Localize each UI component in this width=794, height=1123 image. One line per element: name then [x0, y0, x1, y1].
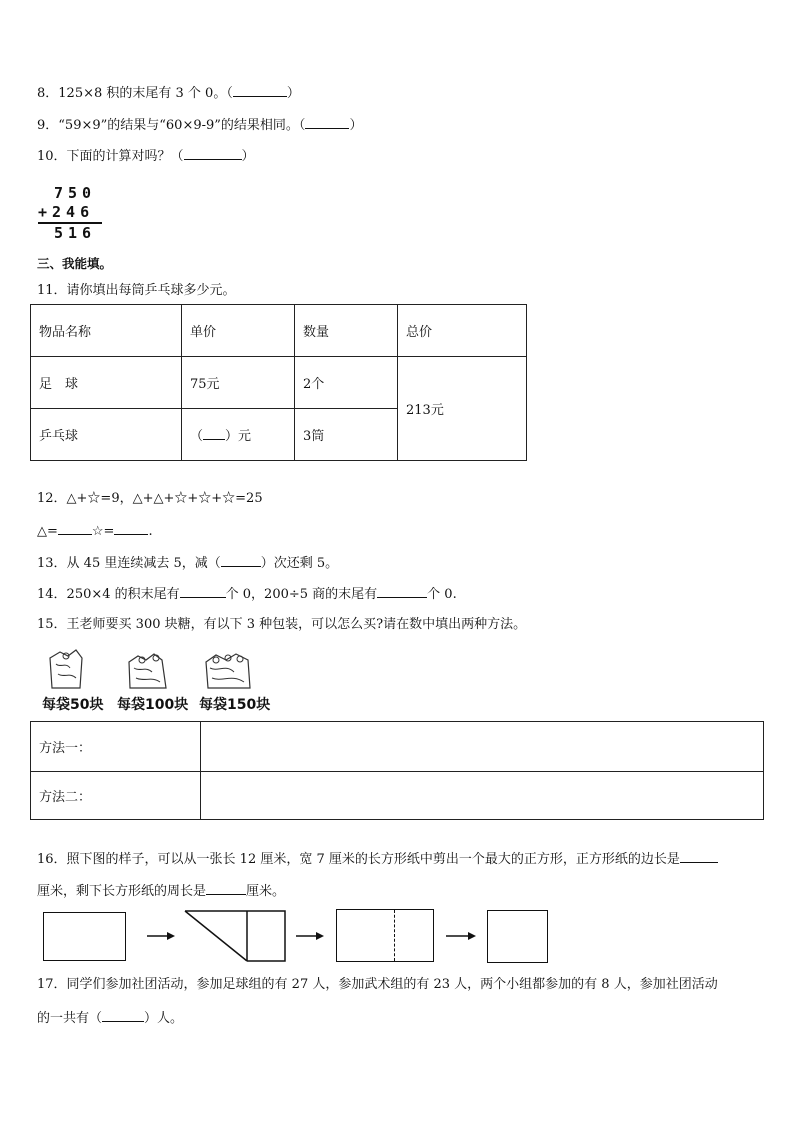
answer-blank[interactable] [680, 850, 718, 863]
calc-row-3: 516 [38, 222, 102, 243]
question-10: 10．下面的计算对吗？（ ） [37, 149, 255, 164]
answer-blank[interactable] [102, 1009, 144, 1022]
question-12-answers: △= ☆= . [37, 524, 153, 539]
answer-blank[interactable] [114, 522, 148, 535]
question-12: 12．△+☆=9，△+△+☆+☆+☆=25 [37, 491, 263, 506]
table-header: 单价 [182, 305, 295, 357]
method-answer-cell[interactable] [201, 722, 764, 772]
table-cell: 3筒 [295, 409, 398, 461]
candy-bag-icon [204, 650, 252, 692]
arrow-right-icon [294, 928, 326, 944]
question-17: 17．同学们参加社团活动，参加足球组的有 27 人，参加武术组的有 23 人，两个小组都参加的有 8 人，参加社团活动 [37, 977, 718, 992]
table-header-row [31, 305, 527, 357]
answer-blank[interactable] [58, 522, 92, 535]
table-row [31, 357, 527, 409]
bag-label: 每袋150块 [199, 697, 271, 713]
table-header: 数量 [295, 305, 398, 357]
method-answer-cell[interactable] [201, 772, 764, 820]
methods-table [30, 721, 764, 820]
answer-blank[interactable] [203, 427, 225, 440]
table-cell: 75元 [182, 357, 295, 409]
section-heading: 三、我能填。 [37, 256, 113, 271]
question-13: 13．从 45 里连续减去 5，减（ ）次还剩 5。 [37, 556, 339, 571]
calc-row-2: +246 [38, 203, 95, 221]
vertical-calculation [38, 184, 102, 243]
table-row [31, 772, 764, 820]
question-16: 16．照下图的样子，可以从一张长 12 厘米，宽 7 厘米的长方形纸中剪出一个最大的正方形，正方形纸的边长是 [37, 850, 718, 868]
answer-blank[interactable] [206, 882, 246, 895]
arrow-right-icon [145, 928, 177, 944]
table-header: 总价 [398, 305, 527, 357]
bag-label: 每袋100块 [117, 697, 189, 713]
table-cell: 2个 [295, 357, 398, 409]
table-row [31, 722, 764, 772]
method-label: 方法二： [31, 772, 201, 820]
question-8: 8．125×8 积的末尾有 3 个 0。（ ） [37, 86, 300, 101]
answer-blank[interactable] [180, 585, 226, 598]
question-9: 9．“59×9”的结果与“60×9-9”的结果相同。（ ） [37, 118, 363, 133]
price-table [30, 304, 527, 461]
table-cell: 乒乓球 [31, 409, 182, 461]
candy-bag-options [38, 648, 283, 712]
table-cell: 足 球 [31, 357, 182, 409]
method-label: 方法一： [31, 722, 201, 772]
rectangle-paper [43, 912, 126, 961]
answer-blank[interactable] [221, 554, 261, 567]
table-header: 物品名称 [31, 305, 182, 357]
question-11: 11．请你填出每筒乒乓球多少元。 [37, 283, 236, 298]
square-paper [487, 910, 548, 963]
candy-bag-icon [126, 650, 170, 692]
answer-blank[interactable] [184, 147, 242, 160]
bag-label: 每袋50块 [42, 697, 104, 713]
answer-blank[interactable] [233, 84, 287, 97]
question-16-line2: 厘米，剩下长方形纸的周长是 厘米。 [37, 884, 286, 899]
calc-row-1: 750 [54, 184, 97, 202]
answer-blank[interactable] [377, 585, 427, 598]
folded-paper-shape [183, 909, 287, 963]
question-14: 14．250×4 的积末尾有 个 0，200÷5 商的末尾有 个 0. [37, 587, 457, 602]
question-15: 15．王老师要买 300 块糖，有以下 3 种包装，可以怎么买?请在数中填出两种方法。 [37, 617, 527, 632]
unfolded-paper [336, 909, 434, 962]
candy-bag-icon [46, 648, 86, 692]
fold-line [394, 910, 395, 961]
question-17-line2: 的一共有（ ）人。 [37, 1011, 184, 1026]
arrow-right-icon [444, 928, 478, 944]
answer-blank[interactable] [305, 116, 349, 129]
table-cell-total: 213元 [398, 357, 527, 461]
table-cell-price-blank: （ ）元 [182, 409, 295, 461]
